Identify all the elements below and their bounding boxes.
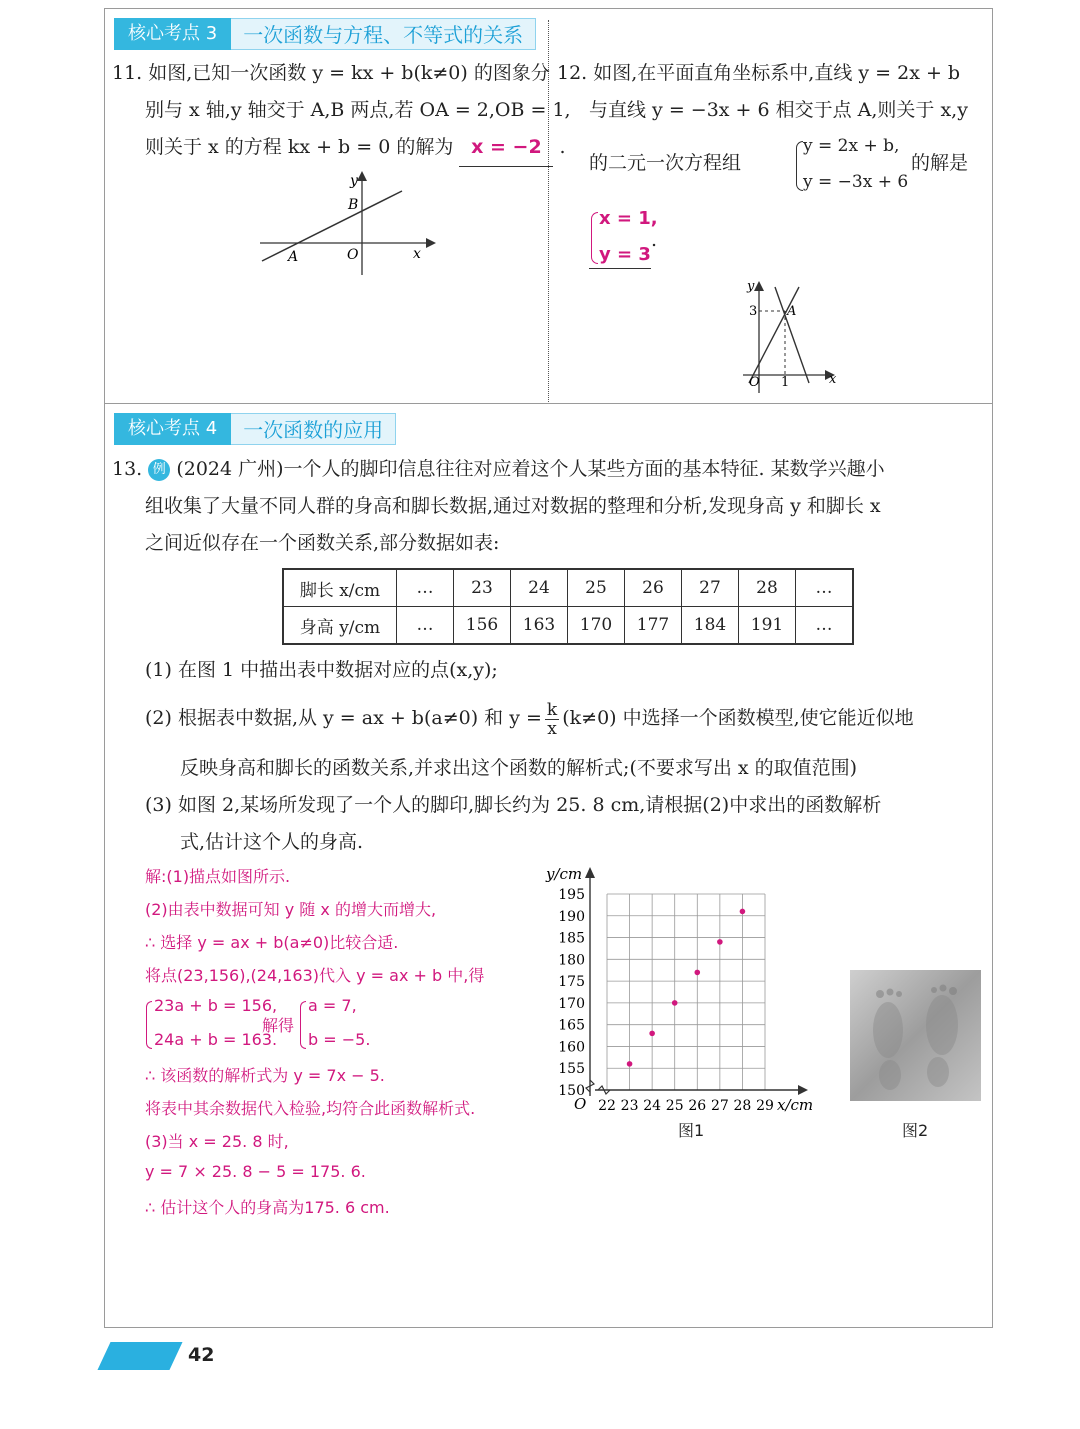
data-point <box>649 1031 655 1037</box>
fraction-k-over-x <box>545 701 559 738</box>
table-cell: 23 <box>454 569 511 607</box>
x-axis-label: x <box>829 372 837 387</box>
section-tag-3 <box>114 18 536 50</box>
y-tick-label: 150 <box>558 1083 585 1099</box>
solution-line: ∴ 估计这个人的身高为175. 6 cm. <box>145 1198 390 1217</box>
q11-line3 <box>145 129 566 167</box>
y-tick-label: 175 <box>558 974 585 991</box>
data-point <box>717 939 723 945</box>
q12-answer-underline <box>589 268 651 269</box>
x-tick-label: 23 <box>620 1098 639 1114</box>
q13-line2: 组收集了大量不同人群的身高和脚长数据,通过对数据的整理和分析,发现身高 y 和脚长 x <box>145 495 881 517</box>
y-tick-label: 160 <box>558 1039 585 1056</box>
solution-brace-2 <box>300 1001 306 1049</box>
page-number-bar <box>97 1342 182 1370</box>
q11-line2: 别与 x 轴,y 轴交于 A,B 两点,若 OA = 2,OB = 1, <box>145 99 571 121</box>
solution-line: ∴ 选择 y = ax + b(a≠0)比较合适. <box>145 933 399 952</box>
section-title: 一次函数的应用 <box>231 413 396 445</box>
x-axis-arrow <box>798 1085 808 1095</box>
y-tick-label: 170 <box>558 995 585 1012</box>
q12-answer-x: x = 1, <box>599 208 658 229</box>
y-tick-label: 185 <box>558 930 585 947</box>
table-cell: 28 <box>739 569 796 607</box>
table-header-cell: 身高 y/cm <box>283 607 397 645</box>
tick-3-label: 3 <box>749 304 758 319</box>
chart-points <box>627 909 745 1067</box>
tick-1-label: 1 <box>781 375 790 390</box>
point-a-label: A <box>787 304 797 319</box>
page-number: 42 <box>188 1344 215 1366</box>
solution-eq1: 23a + b = 156, <box>154 996 278 1015</box>
solution-line: 将点(23,156),(24,163)代入 y = ax + b 中,得 <box>145 966 485 985</box>
footprint-photo <box>850 970 981 1101</box>
q11-period: . <box>559 136 566 158</box>
q12-line1: 12. 如图,在平面直角坐标系中,直线 y = 2x + b <box>557 62 961 84</box>
q12-line3b: 的解是 <box>911 152 969 174</box>
q12-answer-y: y = 3 <box>599 244 651 265</box>
table-cell: 27 <box>682 569 739 607</box>
x-tick-label: 26 <box>688 1098 707 1114</box>
table-cell: 170 <box>568 607 625 645</box>
data-point <box>694 970 700 976</box>
q13-line1-text: (2024 广州)一个人的脚印信息往往对应着这个人某些方面的基本特征. 某数学兴趣小 <box>176 458 885 480</box>
q13-part2 <box>145 697 914 739</box>
q13-part3: (3) 如图 2,某场所发现了一个人的脚印,脚长约为 25. 8 cm,请根据(2)中求出的函数解析 <box>145 794 882 816</box>
origin-label: O <box>347 247 359 263</box>
data-table <box>282 568 854 645</box>
table-cell: 163 <box>511 607 568 645</box>
footprint-image <box>850 970 981 1101</box>
y-tick-label: 190 <box>558 908 585 925</box>
x-tick-label: 27 <box>710 1098 729 1114</box>
x-axis-label: x <box>413 246 421 262</box>
y-tick-label: 195 <box>558 887 585 903</box>
q12-answer-brace <box>591 212 598 264</box>
fraction-denominator: x <box>547 718 557 739</box>
table-cell: … <box>397 569 454 607</box>
data-point <box>672 1000 678 1006</box>
table-header-cell: 脚长 x/cm <box>283 569 397 607</box>
table-cell: … <box>796 607 854 645</box>
section-key: 核心考点 4 <box>114 413 231 445</box>
x-tick-label: 29 <box>756 1098 774 1114</box>
data-point <box>627 1061 633 1067</box>
table-cell: 25 <box>568 569 625 607</box>
q11-line1: 11. 如图,已知一次函数 y = kx + b(k≠0) 的图象分 <box>112 62 550 84</box>
figure2-caption: 图2 <box>902 1121 929 1140</box>
q11-line3-text: 则关于 x 的方程 kx + b = 0 的解为 <box>145 136 454 158</box>
q12-period: . <box>651 229 658 251</box>
solution-line: 解:(1)描点如图所示. <box>145 867 291 886</box>
q12-sys2: y = −3x + 6 <box>803 172 909 192</box>
table-cell: … <box>397 607 454 645</box>
point-b-label: B <box>348 197 359 213</box>
q13-part2-cont: 反映身高和脚长的函数关系,并求出这个函数的解析式;(不要求写出 x 的取值范围) <box>180 757 858 779</box>
section-divider <box>104 403 992 404</box>
solution-line: ∴ 该函数的解析式为 y = 7x − 5. <box>145 1066 385 1085</box>
q11-figure <box>250 165 440 280</box>
example-badge: 例 <box>148 459 170 481</box>
q11-answer: x = −2 <box>471 136 542 158</box>
x-tick-label: 24 <box>643 1098 662 1114</box>
x-tick-label: 25 <box>665 1098 684 1114</box>
solution-jiede: 解得 <box>262 1016 295 1035</box>
solution-line: (3)当 x = 25. 8 时, <box>145 1132 289 1151</box>
point-a-label: A <box>288 249 299 265</box>
origin-label: O <box>574 1095 587 1113</box>
y-axis-arrow <box>585 867 595 878</box>
solution-line: 将表中其余数据代入检验,均符合此函数解析式. <box>145 1099 476 1118</box>
figure1-caption: 图1 <box>678 1121 705 1140</box>
section-tag-4 <box>114 413 396 445</box>
q12-line3a: 的二元一次方程组 <box>589 152 742 174</box>
y-axis-label: y <box>747 279 755 294</box>
table-row <box>283 569 853 607</box>
x-axis-label: x/cm <box>777 1096 814 1114</box>
solution-res1: a = 7, <box>308 996 357 1015</box>
x-tick-label: 22 <box>598 1098 616 1114</box>
x-tick-label: 28 <box>733 1098 752 1114</box>
table-cell: 26 <box>625 569 682 607</box>
y-tick-label: 165 <box>558 1017 585 1034</box>
solution-res2: b = −5. <box>308 1030 371 1049</box>
q13-part2-text-a: (2) 根据表中数据,从 y = ax + b(a≠0) 和 y = <box>145 707 542 729</box>
scatter-chart <box>540 858 830 1148</box>
table-cell: 156 <box>454 607 511 645</box>
table-cell: 177 <box>625 607 682 645</box>
table-cell: 184 <box>682 607 739 645</box>
q12-sys1: y = 2x + b, <box>803 136 900 156</box>
q13-part1: (1) 在图 1 中描出表中数据对应的点(x,y); <box>145 659 498 681</box>
q13-part2-text-b: (k≠0) 中选择一个函数模型,使它能近似地 <box>562 707 914 729</box>
y-axis-label: y/cm <box>546 865 583 883</box>
table-cell: … <box>796 569 854 607</box>
origin-label: O <box>749 375 760 390</box>
q12-system-brace <box>796 141 803 191</box>
solution-line: (2)由表中数据可知 y 随 x 的增大而增大, <box>145 900 437 919</box>
table-row <box>283 607 853 645</box>
q12-line2: 与直线 y = −3x + 6 相交于点 A,则关于 x,y <box>589 99 968 121</box>
section-key: 核心考点 3 <box>114 18 231 50</box>
table-cell: 191 <box>739 607 796 645</box>
fraction-numerator: k <box>546 699 558 720</box>
solution-eq2: 24a + b = 163. <box>154 1030 278 1049</box>
data-point <box>740 909 746 915</box>
solution-brace-1 <box>146 1001 152 1049</box>
y-axis-label: y <box>350 173 358 189</box>
q13-part3-cont: 式,估计这个人的身高. <box>180 831 364 853</box>
table-cell: 24 <box>511 569 568 607</box>
q13-number: 13. <box>112 458 143 480</box>
y-tick-label: 180 <box>558 952 585 969</box>
q12-figure <box>735 275 845 395</box>
q13-line3: 之间近似存在一个函数关系,部分数据如表: <box>145 532 500 554</box>
solution-line: y = 7 × 25. 8 − 5 = 175. 6. <box>145 1162 366 1181</box>
q13-line1 <box>112 451 885 488</box>
section-title: 一次函数与方程、不等式的关系 <box>231 18 536 50</box>
chart-grid <box>607 894 765 1090</box>
y-tick-label: 155 <box>558 1061 585 1078</box>
